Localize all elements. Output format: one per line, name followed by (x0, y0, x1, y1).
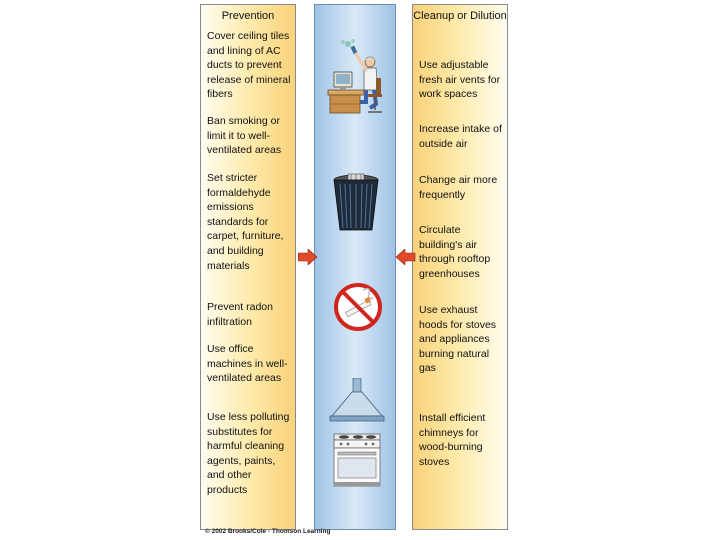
cleanup-item-change-air: Change air more frequently (419, 174, 498, 201)
prevention-title: Prevention (221, 10, 275, 22)
prevention-item-fibers: Cover ceiling tiles and lining of AC ducts to prevent release of mineral fibers (207, 30, 291, 101)
air-filter-icon (330, 172, 382, 234)
cleanup-title: Cleanup or Dilution (413, 10, 507, 22)
prevention-item-formaldehyde: Set stricter formaldehyde emissions standards for carpet, furniture, and building materials (207, 172, 284, 272)
left-arrow-icon (298, 249, 318, 265)
prevention-item-substitutes: Use less polluting substitutes for harmful cleaning agents, paints, and other products (207, 411, 290, 496)
prevention-item-office-machines: Use office machines in well-ventilated areas (207, 343, 288, 385)
office-worker-icon (326, 38, 392, 116)
cleanup-item-intake: Increase intake of outside air (419, 123, 502, 150)
copyright-footer: © 2002 Brooks/Cole - Thomson Learning (205, 528, 331, 535)
cleanup-item-vents: Use adjustable fresh air vents for work spaces (419, 59, 501, 101)
right-arrow-icon (396, 249, 416, 265)
cleanup-item-chimneys: Install efficient chimneys for wood-burning stoves (419, 412, 486, 468)
stove-hood-icon (328, 378, 386, 490)
no-smoking-icon (333, 282, 383, 332)
prevention-item-radon: Prevent radon infiltration (207, 301, 273, 328)
prevention-item-smoking: Ban smoking or limit it to well-ventilated areas (207, 115, 282, 157)
cleanup-item-exhaust-hoods: Use exhaust hoods for stoves and appliances burning natural gas (419, 304, 497, 375)
cleanup-item-greenhouses: Circulate building's air through rooftop greenhouses (419, 224, 491, 280)
